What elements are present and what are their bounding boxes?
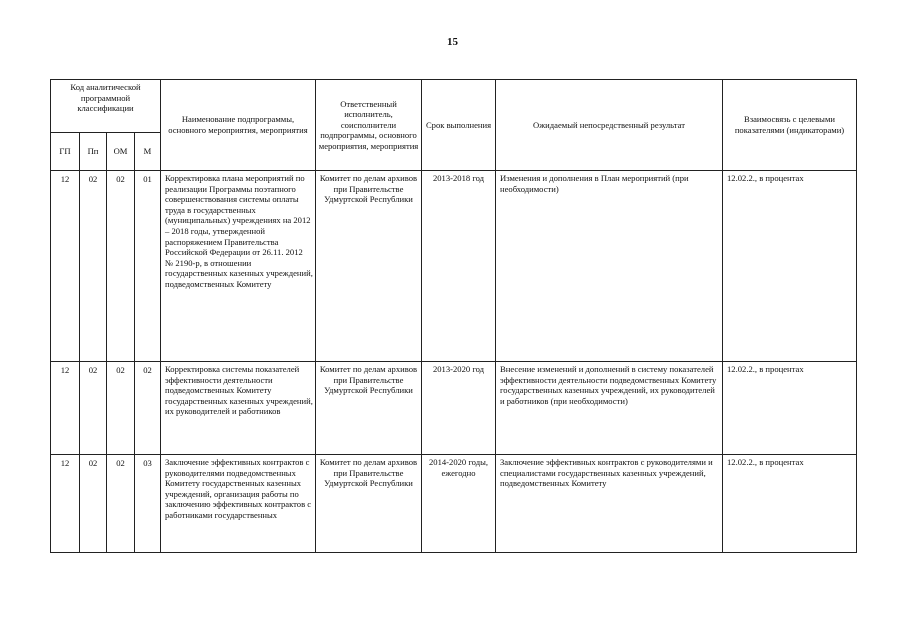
- cell-term: 2014-2020 годы, ежегодно: [422, 455, 496, 553]
- cell-result: Заключение эффективных контрактов с руководителями и специалистами государственных казенных учреждений, подведомственных Комитету: [496, 455, 723, 553]
- page-number: 15: [447, 36, 458, 48]
- cell-name: Корректировка системы показателей эффективности деятельности подведомственных Комитету государственных казенных учреждений, их руководителей и работников: [161, 362, 316, 455]
- header-gp: ГП: [51, 133, 80, 171]
- cell-executor: Комитет по делам архивов при Правительстве Удмуртской Республики: [316, 362, 422, 455]
- header-result: Ожидаемый непосредственный результат: [496, 80, 723, 171]
- cell-indicator: 12.02.2., в процентах: [723, 455, 857, 553]
- cell-gp: 12: [51, 455, 80, 553]
- cell-indicator: 12.02.2., в процентах: [723, 171, 857, 362]
- cell-name: Корректировка плана мероприятий по реализации Программы поэтапного совершенствования системы оплаты труда в государственных (муниципальных) учреждениях на 2012 – 2018 годы, утвержденной распоряжением Правительства Российской Федерации от 26.11. 2012 № 2190-р, в отношении государственных казенных учреждений, подведомственных Комитету: [161, 171, 316, 362]
- cell-gp: 12: [51, 362, 80, 455]
- cell-indicator: 12.02.2., в процентах: [723, 362, 857, 455]
- cell-term: 2013-2020 год: [422, 362, 496, 455]
- header-executor: Ответственный исполнитель, соисполнители подпрограммы, основного мероприятия, мероприятия: [316, 80, 422, 171]
- cell-name: Заключение эффективных контрактов с руководителями подведомственных Комитету государственных казенных учреждений, организация работы по заключению эффективных контрактов с работниками государственных: [161, 455, 316, 553]
- header-indicators: Взаимосвязь с целевыми показателями (индикаторами): [723, 80, 857, 171]
- cell-executor: Комитет по делам архивов при Правительстве Удмуртской Республики: [316, 455, 422, 553]
- cell-m: 03: [135, 455, 161, 553]
- cell-pp: 02: [80, 171, 107, 362]
- cell-m: 02: [135, 362, 161, 455]
- table-row: [51, 171, 857, 362]
- cell-m: 01: [135, 171, 161, 362]
- header-om: ОМ: [107, 133, 135, 171]
- cell-result: Изменения и дополнения в План мероприятий (при необходимости): [496, 171, 723, 362]
- header-name: Наименование подпрограммы, основного мероприятия, мероприятия: [161, 80, 316, 171]
- cell-om: 02: [107, 362, 135, 455]
- cell-executor: Комитет по делам архивов при Правительстве Удмуртской Республики: [316, 171, 422, 362]
- header-term: Срок выполнения: [422, 80, 496, 171]
- header-code: Код аналитической программной классификации: [51, 80, 161, 133]
- cell-om: 02: [107, 171, 135, 362]
- cell-gp: 12: [51, 171, 80, 362]
- header-m: М: [135, 133, 161, 171]
- cell-pp: 02: [80, 362, 107, 455]
- cell-om: 02: [107, 455, 135, 553]
- cell-term: 2013-2018 год: [422, 171, 496, 362]
- header-row: [51, 80, 857, 133]
- cell-pp: 02: [80, 455, 107, 553]
- cell-result: Внесение изменений и дополнений в систему показателей эффективности деятельности подведомственных Комитету государственных казенных учреждений, их руководителей и работников (при необходимости): [496, 362, 723, 455]
- table-row: [51, 362, 857, 455]
- table-row: [51, 455, 857, 553]
- plan-table: [50, 79, 857, 553]
- header-pp: Пп: [80, 133, 107, 171]
